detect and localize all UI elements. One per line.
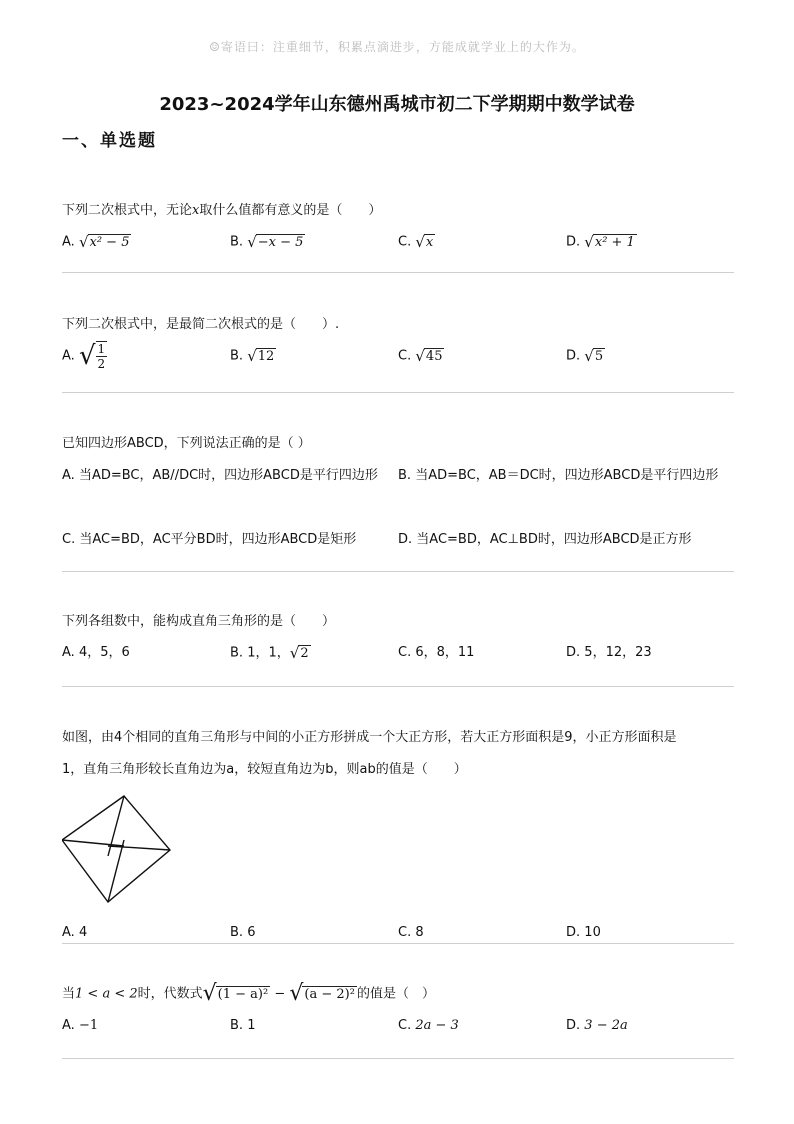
- option-label: A.: [62, 348, 75, 364]
- stem-text: 时，代数式: [137, 986, 203, 1002]
- radicand: 2: [300, 645, 309, 661]
- option-a[interactable]: [62, 227, 131, 258]
- stem-condition: 1 < a < 2: [75, 986, 138, 1002]
- option-c[interactable]: [398, 638, 474, 668]
- option-label: C.: [62, 532, 76, 547]
- option-b[interactable]: [230, 341, 276, 372]
- option-text: 当AD=BC，AB＝DC时，四边形ABCD是平行四边形: [415, 468, 719, 483]
- radicand: 12: [257, 348, 275, 364]
- sqrt-icon: √: [247, 233, 257, 251]
- option-label: D.: [566, 645, 581, 660]
- option-label: D.: [566, 925, 581, 940]
- option-text: 4，5，6: [78, 645, 130, 660]
- option-d[interactable]: [566, 638, 652, 668]
- option-label: D.: [566, 234, 581, 250]
- numerator: 1: [97, 342, 106, 356]
- stem-text: 当: [62, 986, 76, 1002]
- option-text: 1: [247, 1017, 256, 1033]
- radicand: (1 − a)²: [217, 986, 269, 1002]
- radicand: −x − 5: [257, 234, 304, 250]
- option-text: 6: [247, 925, 256, 940]
- triangle-edge: [108, 846, 170, 850]
- sqrt-icon: √: [78, 233, 89, 251]
- option-label: C.: [398, 925, 412, 940]
- option-text: 4: [78, 925, 88, 940]
- option-text: 当AC=BD，AC⊥BD时，四边形ABCD是正方形: [416, 532, 692, 547]
- denominator: 2: [97, 357, 106, 371]
- option-label: A.: [62, 234, 75, 250]
- option-text: 8: [415, 925, 424, 940]
- radicand: x² − 5: [89, 234, 130, 250]
- question-3: [62, 428, 734, 558]
- option-text: 6，8，11: [415, 645, 475, 660]
- sqrt-icon: √: [247, 347, 257, 365]
- figure-pinwheel-square: [62, 790, 202, 910]
- radicand: x: [425, 234, 434, 250]
- divider: [62, 943, 734, 944]
- sqrt-icon: √: [584, 233, 594, 251]
- option-c[interactable]: [398, 227, 435, 258]
- option-d[interactable]: [566, 341, 605, 372]
- option-a[interactable]: [62, 1011, 98, 1041]
- question-stem: 下列各组数中，能构成直角三角形的是（ ）: [62, 614, 336, 629]
- option-c[interactable]: [398, 341, 444, 372]
- question-stem-line-2: 1，直角三角形较长直角边为a，较短直角边为b，则ab的值是（ ）: [62, 762, 467, 777]
- option-label: A.: [62, 1017, 75, 1033]
- option-label: A.: [62, 925, 75, 940]
- sqrt-icon: √: [289, 644, 300, 662]
- exam-title: 2023~2024学年山东德州禹城市初二下学期期中数学试卷: [159, 94, 635, 115]
- triangle-edge: [62, 840, 124, 846]
- option-label: B.: [230, 645, 244, 661]
- radicand: 45: [425, 348, 443, 364]
- option-text: 5，12，23: [584, 645, 652, 660]
- option-label: C.: [398, 645, 412, 660]
- divider: [62, 272, 734, 273]
- sqrt-icon: √: [78, 341, 96, 371]
- option-b[interactable]: [398, 460, 734, 492]
- option-c[interactable]: [398, 1011, 459, 1041]
- option-label: B.: [230, 234, 244, 250]
- radicand: x² + 1: [594, 234, 635, 250]
- option-label: C.: [398, 1017, 412, 1033]
- option-label: A.: [62, 468, 75, 483]
- option-math: 2a − 3: [415, 1017, 459, 1033]
- stem-text: 下列二次根式中，无论: [62, 203, 193, 218]
- option-b[interactable]: [230, 1011, 255, 1041]
- divider: [62, 571, 734, 572]
- option-text: 10: [584, 925, 601, 940]
- option-label: D.: [566, 1017, 581, 1033]
- header-motto: ☺寄语曰：注重细节，积累点滴进步，方能成就学业上的大作为。: [209, 40, 585, 54]
- option-text: 当AD=BC，AB//DC时，四边形ABCD是平行四边形: [78, 468, 378, 483]
- option-math: 3 − 2a: [584, 1017, 628, 1033]
- option-label: B.: [230, 1017, 244, 1033]
- option-label: B.: [230, 925, 244, 940]
- question-6: [62, 978, 734, 1041]
- option-c[interactable]: [62, 524, 398, 556]
- sqrt-icon: √: [584, 347, 594, 365]
- radicand: 5: [594, 348, 604, 364]
- fraction: [96, 341, 108, 371]
- question-1: [62, 195, 734, 257]
- option-label: B.: [398, 468, 412, 483]
- option-label: C.: [398, 348, 412, 364]
- sqrt-icon: √: [289, 981, 304, 1006]
- question-2: [62, 309, 734, 377]
- stem-text: 取什么值都有意义的是（ ）: [199, 203, 382, 218]
- option-label: D.: [566, 348, 581, 364]
- question-4: [62, 606, 734, 668]
- option-label: D.: [398, 532, 413, 547]
- question-stem: [62, 195, 734, 227]
- minus-sign: −: [270, 986, 290, 1002]
- option-label: A.: [62, 645, 75, 660]
- option-d[interactable]: [398, 524, 734, 556]
- option-a[interactable]: [62, 460, 392, 492]
- option-b[interactable]: [230, 227, 305, 258]
- option-d[interactable]: [566, 227, 637, 258]
- option-text: 当AC=BD，AC平分BD时，四边形ABCD是矩形: [79, 532, 357, 547]
- question-stem: 已知四边形ABCD，下列说法正确的是（ ）: [62, 436, 311, 451]
- section-heading: 一、单选题: [62, 131, 157, 151]
- stem-variable: x: [192, 203, 200, 218]
- question-stem: [62, 978, 734, 1011]
- question-5: [62, 722, 734, 948]
- sqrt-icon: √: [202, 981, 217, 1006]
- divider: [62, 1058, 734, 1059]
- option-a[interactable]: [62, 638, 130, 668]
- divider: [62, 392, 734, 393]
- option-a[interactable]: [62, 341, 107, 372]
- radicand: (a − 2)²: [304, 986, 355, 1002]
- question-stem: 下列二次根式中，是最简二次根式的是（ ）.: [62, 317, 340, 332]
- question-stem-line-1: 如图，由4个相同的直角三角形与中间的小正方形拼成一个大正方形，若大正方形面积是9，小正方形面积是: [62, 730, 677, 745]
- stem-text: 的值是（ ）: [356, 986, 435, 1002]
- sqrt-icon: √: [415, 347, 425, 365]
- option-b[interactable]: [230, 638, 311, 669]
- option-d[interactable]: [566, 1011, 628, 1041]
- divider: [62, 686, 734, 687]
- option-math: −1: [78, 1017, 99, 1033]
- option-text: 1，1，: [247, 645, 290, 661]
- option-label: B.: [230, 348, 244, 364]
- option-label: C.: [398, 234, 412, 250]
- sqrt-icon: √: [415, 233, 425, 251]
